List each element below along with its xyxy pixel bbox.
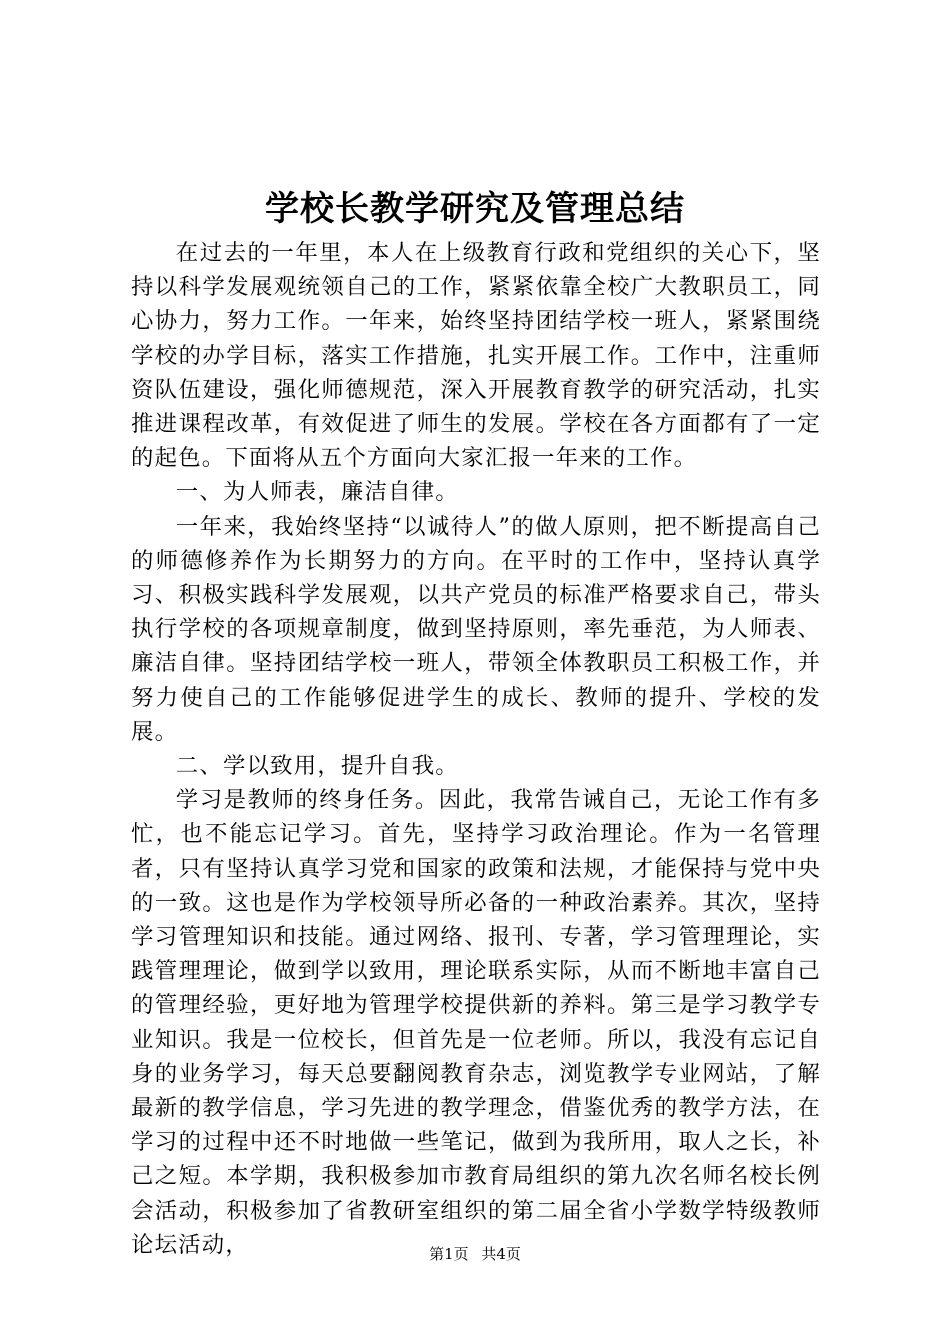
- paragraph-section-2: 学习是教师的终身任务。因此，我常告诫自己，无论工作有多忙，也不能忘记学习。首先，坚持学习政治理论。作为一名管理者，只有坚持认真学习党和国家的政策和法规，才能保持与党中央的一致。这也是作为学校领导所必备的一种政治素养。其次，坚持学习管理知识和技能。通过网络、报刊、专著，学习管理理论，实践管理理论，做到学以致用，理论联系实际，从而不断地丰富自己的管理经验，更好地为管理学校提供新的养料。第三是学习教学专业知识。我是一位校长，但首先是一位老师。所以，我没有忘记自身的业务学习，每天总要翻阅教育杂志，浏览教学专业网站，了解最新的教学信息，学习先进的教学理念，借鉴优秀的教学方法，在学习的过程中还不时地做一些笔记，做到为我所用，取人之长，补己之短。本学期，我积极参加市教育局组织的第九次名师名校长例会活动，积极参加了省教研室组织的第二届全省小学数学特级教师论坛活动，: [131, 787, 821, 1258]
- document-title: 学校长教学研究及管理总结: [265, 189, 685, 229]
- section-heading-1: 一、为人师表，廉洁自律。: [175, 479, 459, 506]
- document-body: [131, 236, 821, 1262]
- section-heading-2: 二、学以致用，提升自我。: [175, 753, 459, 780]
- page-number-footer: 第1页 共4页: [429, 1245, 521, 1263]
- paragraph-intro: 在过去的一年里，本人在上级教育行政和党组织的关心下，坚持以科学发展观统领自己的工作，紧紧依靠全校广大教职员工，同心协力，努力工作。一年来，始终坚持团结学校一班人，紧紧围绕学校的办学目标，落实工作措施，扎实开展工作。工作中，注重师资队伍建设，强化师德规范，深入开展教育教学的研究活动，扎实推进课程改革，有效促进了师生的发展。学校在各方面都有了一定的起色。下面将从五个方面向大家汇报一年来的工作。: [131, 240, 821, 472]
- paragraph-section-1: 一年来，我始终坚持“以诚待人”的做人原则，把不断提高自己的师德修养作为长期努力的方向。在平时的工作中，坚持认真学习、积极实践科学发展观，以共产党员的标准严格要求自己，带头执行学校的各项规章制度，做到坚持原则，率先垂范，为人师表、廉洁自律。坚持团结学校一班人，带领全体教职员工积极工作，并努力使自己的工作能够促进学生的成长、教师的提升、学校的发展。: [131, 513, 821, 745]
